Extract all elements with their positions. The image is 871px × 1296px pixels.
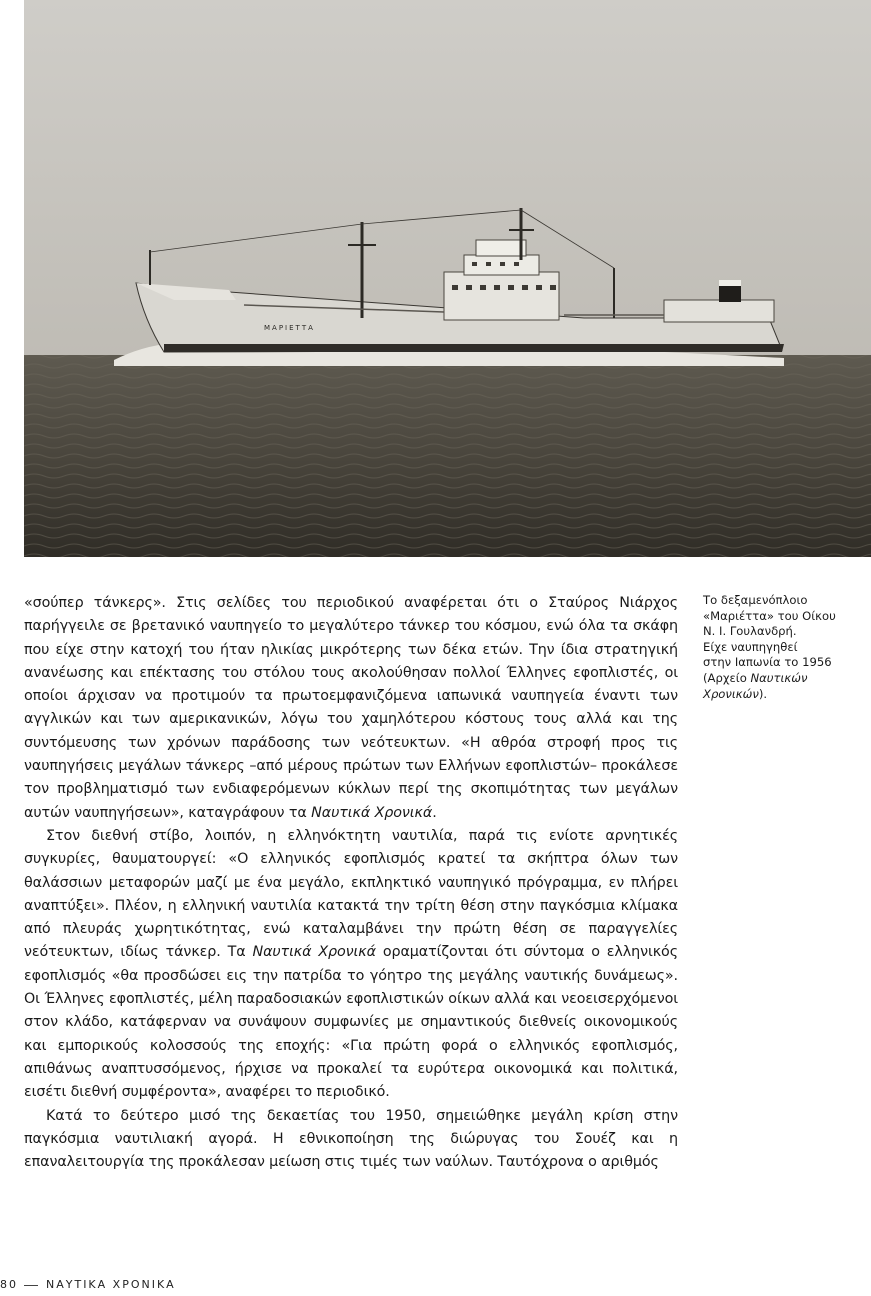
tanker-illustration	[24, 0, 871, 557]
paragraph-2-text-b: οραματίζονται ότι σύντομα ο ελληνικός εφοπλισμός «θα προσδώσει εις την πατρίδα το γόητρο της μεγάλης ναυτικής δυνάμεως». Οι Έλληνες εφοπλιστές, μέλη παραδοσιακών εφοπλιστικών οίκων αλλά και νεοεισερχόμενοι στον κλάδο, κατάφερναν να συνάψουν συμφωνίες με σημαντικούς διεθνείς οικονομικούς και εμπορικούς κολοσσούς της εποχής: «Για πρώτη φορά ο ελληνικός εφοπλισμός, απιθάνως αναπτυσσόμενος, ήρχισε να προκαλεί τα ευρύτερα οικονομικά και πολιτικά, εισέτι διεθνή συμφέροντα», αναφέρει το περιοδικό.	[24, 944, 678, 1101]
caption-line	[703, 687, 863, 703]
caption-line: Είχε ναυπηγηθεί	[703, 639, 798, 654]
paragraph-2-text-a: Στον διεθνή στίβο, λοιπόν, η ελληνόκτητη ναυτιλία, παρά τις ενίοτε αρνητικές συγκυρίες, θαυματουργεί: «Ο ελληνικός εφοπλισμός κρατεί τα σκήπτρα όλων των θαλάσσιων μεταφορών μαζί με ένα μεγάλο, εκπληκτικό ναυπηγικό πρόγραμμα, εν πλήρει αναπτύξει». Πλέον, η ελληνική ναυτιλία κατακτά την τρίτη θέση στην παγκόσμια κλίμακα από πλευράς χωρητικότητας, ενώ καταλαμβάνει την πρώτη θέση σε παραγγελίες νεότευκτων, ιδίως τάνκερ. Τα	[24, 827, 678, 961]
paragraph-1-italic: Ναυτικά Χρονικά	[311, 804, 433, 821]
paragraph-1	[24, 592, 678, 825]
footer-dash	[24, 1285, 38, 1286]
article-body	[24, 592, 678, 1174]
paragraph-3: Κατά το δεύτερο μισό της δεκαετίας του 1950, σημειώθηκε μεγάλη κρίση στην παγκόσμια ναυτιλιακή αγορά. Η εθνικοποίηση της διώρυγας του Σουέζ και η επαναλειτουργία της προκάλεσαν μείωση στις τιμές των ναύλων. Ταυτόχρονα ο αριθμός	[24, 1107, 678, 1171]
caption-source-italic-2: Χρονικών	[703, 686, 759, 701]
page-footer	[0, 1278, 176, 1296]
caption-line: «Μαριέττα» του Οίκου	[703, 608, 836, 623]
page-number: 80	[0, 1278, 18, 1291]
caption-source-end: ).	[758, 686, 768, 701]
paragraph-1-text: «σούπερ τάνκερς». Στις σελίδες του περιοδικού αναφέρεται ότι ο Σταύρος Νιάρχος παρήγγειλε σε βρετανικό ναυπηγείο το μεγαλύτερο τάνκερ του κόσμου, ενώ όλα τα σκάφη που είχε στην κατοχή του ήταν ηλικίας μικρότερης των δέκα ετών. Την ίδια στρατηγική ανανέωσης και επέκτασης του στόλου τους ακολούθησαν πολλοί Έλληνες εφοπλιστές, οι οποίοι άρχισαν να προτιμούν τα πρωτοεμφανιζόμενα ιαπωνικά ναυπηγεία έναντι των αγγλικών και των αμερικανικών, λόγω του χαμηλότερου κόστους τους αλλά και της συντόμευσης των χρόνων παράδοσης των νεότευκτων. «Η αθρόα στροφή προς τις ναυπηγήσεις μεγάλων τάνκερς –από μέρους πρώτων των Ελλήνων εφοπλιστών– προκάλεσε τον προβληματισμό των ενδιαφερόμενων κύκλων περί της σκοπιμότητας των μεγάλων αυτών ναυπηγήσεων», καταγράφουν τα	[24, 595, 678, 821]
caption-line: στην Ιαπωνία το 1956	[703, 655, 832, 670]
magazine-name: ΝΑΥΤΙΚΑ ΧΡΟΝΙΚΑ	[46, 1278, 176, 1291]
caption-line: Το δεξαμενόπλοιο	[703, 593, 808, 607]
ship-photo	[24, 0, 871, 557]
paragraph-2	[24, 825, 678, 1105]
paragraph-1-end: .	[432, 804, 437, 821]
ship-name-on-hull: ΜΑΡΙΕΤΤΑ	[264, 324, 315, 332]
caption-line: Ν. Ι. Γουλανδρή.	[703, 624, 797, 639]
caption-source-italic: Ναυτικών	[750, 670, 808, 685]
paragraph-2-italic: Ναυτικά Χρονικά	[252, 944, 376, 961]
photo-caption	[703, 593, 863, 702]
caption-source-prefix: (Αρχείο	[703, 670, 751, 685]
caption-line	[703, 671, 863, 687]
